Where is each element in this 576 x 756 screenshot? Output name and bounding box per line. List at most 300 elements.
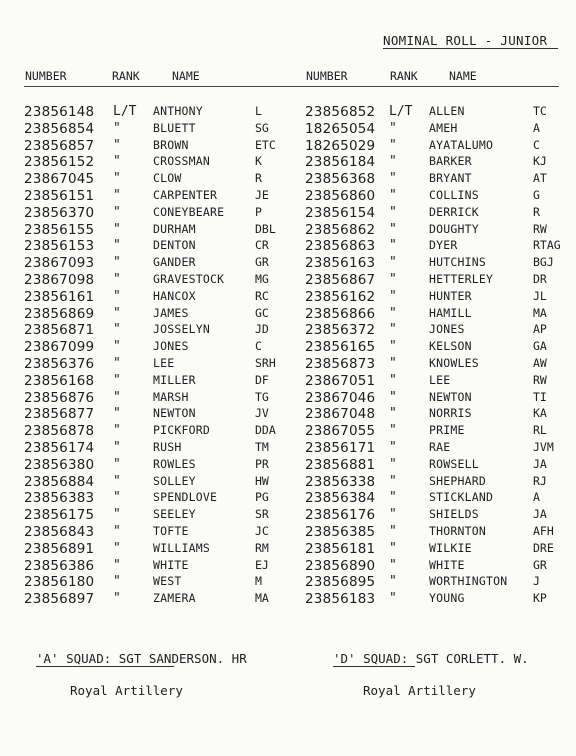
roll-row [0,524,290,541]
roll-row [0,205,290,222]
service-number: 23856183 [305,591,376,608]
service-number: 23856184 [305,154,376,171]
header-number-left: NUMBER [25,69,67,83]
roll-row [290,104,576,121]
title-underline [383,48,558,49]
initials: K [255,154,262,169]
rank: " [389,490,397,506]
surname: DENTON [153,238,196,253]
service-number: 23856372 [305,322,376,339]
surname: YOUNG [429,591,465,606]
service-number: 23856384 [305,490,376,507]
surname: AMEH [429,120,458,135]
page-title: NOMINAL ROLL - JUNIOR [383,33,548,48]
rank: " [389,507,397,523]
roll-row [290,171,576,188]
roll-row [0,272,290,289]
surname: DURHAM [153,221,196,236]
roll-row [0,423,290,440]
header-underline [24,86,559,87]
service-number: 23856862 [305,221,376,238]
surname: ALLEN [429,104,465,118]
initials: JD [255,322,269,337]
rank: " [113,339,121,355]
roll-row [290,272,576,289]
initials: RL [533,423,547,438]
roll-row [0,541,290,558]
rank: " [113,271,121,287]
roll-row [0,104,290,121]
roll-row [290,322,576,339]
initials: KJ [533,154,547,169]
surname: HETTERLEY [429,271,494,286]
initials: RW [533,221,547,236]
roll-row [290,339,576,356]
service-number: 23856884 [24,473,95,490]
header-name-left: NAME [172,69,200,83]
roll-row [0,490,290,507]
roll-row [0,356,290,373]
service-number: 23856161 [24,288,95,305]
initials: DRE [533,540,554,555]
service-number: 23856890 [305,557,376,574]
rank: " [113,591,121,607]
surname: LEE [429,372,451,387]
initials: AT [533,171,547,186]
surname: STICKLAND [429,490,494,505]
roll-row [0,121,290,138]
rank: L/T [389,104,413,119]
surname: NORRIS [429,406,472,421]
roll-row [0,289,290,306]
rank: " [389,557,397,573]
rank: " [113,355,121,371]
surname: SEELEY [153,507,196,522]
rank: " [113,221,121,237]
squad-a-label: 'A' SQUAD: SGT SANDERSON. HR [36,651,247,666]
service-number: 23856376 [24,355,95,372]
roll-row [290,188,576,205]
header-number-right: NUMBER [306,69,348,83]
service-number: 23856154 [305,204,376,221]
rank: " [113,137,121,153]
roll-row [290,238,576,255]
service-number: 23856162 [305,288,376,305]
initials: TI [533,389,547,404]
rank: " [113,204,121,220]
initials: RTAG [533,238,561,253]
roll-row [0,390,290,407]
service-number: 23856869 [24,305,95,322]
roll-row [290,524,576,541]
initials: R [255,171,262,186]
rank: " [113,187,121,203]
service-number: 23867093 [24,255,95,272]
surname: WHITE [429,557,465,572]
service-number: 23856843 [24,523,95,540]
initials: TG [255,389,269,404]
initials: G [533,187,540,202]
roll-row [0,558,290,575]
service-number: 23856873 [305,355,376,372]
initials: RW [533,372,547,387]
rank: " [389,456,397,472]
initials: SG [255,120,269,135]
service-number: 23856860 [305,187,376,204]
service-number: 23856152 [24,154,95,171]
service-number: 23856383 [24,490,95,507]
roll-row [0,474,290,491]
initials: PR [255,456,269,471]
roll-row [290,457,576,474]
service-number: 23856386 [24,557,95,574]
service-number: 23856368 [305,171,376,188]
surname: ROWLES [153,456,196,471]
surname: DOUGHTY [429,221,479,236]
surname: SHEPHARD [429,473,486,488]
rank: " [389,339,397,355]
surname: GRAVESTOCK [153,271,225,286]
service-number: 23856380 [24,456,95,473]
initials: R [533,204,540,219]
initials: PG [255,490,269,505]
surname: RUSH [153,439,182,454]
rank: " [389,238,397,254]
surname: PRIME [429,423,465,438]
initials: ETC [255,137,276,152]
service-number: 23856155 [24,221,95,238]
surname: KELSON [429,339,472,354]
rank: " [389,439,397,455]
initials: RC [255,288,269,303]
service-number: 23856338 [305,473,376,490]
roll-row [0,306,290,323]
rank: " [389,389,397,405]
initials: TM [255,439,269,454]
surname: SPENDLOVE [153,490,218,505]
service-number: 23856148 [24,104,95,120]
surname: JONES [429,322,465,337]
initials: MA [255,591,269,606]
rank: " [113,406,121,422]
rank: " [113,120,121,136]
roll-row [290,406,576,423]
initials: GA [533,339,547,354]
rank: " [389,574,397,590]
service-number: 23856878 [24,423,95,440]
surname: CONEYBEARE [153,204,225,219]
service-number: 23867098 [24,271,95,288]
surname: BROWN [153,137,189,152]
surname: BLUETT [153,120,196,135]
service-number: 23856168 [24,372,95,389]
initials: C [533,137,540,152]
roll-row [0,574,290,591]
surname: GANDER [153,255,196,270]
roll-row [290,222,576,239]
rank: " [389,137,397,153]
surname: RAE [429,439,451,454]
initials: GR [255,255,269,270]
initials: AFH [533,523,554,538]
initials: JVM [533,439,554,454]
initials: A [533,490,540,505]
surname: MILLER [153,372,196,387]
initials: TC [533,104,547,118]
service-number: 23856385 [305,523,376,540]
service-number: 23856163 [305,255,376,272]
surname: LEE [153,355,175,370]
roll-row [290,423,576,440]
service-number: 23856176 [305,507,376,524]
roll-row [290,373,576,390]
initials: MG [255,271,269,286]
initials: SR [255,507,269,522]
rank: " [389,523,397,539]
roll-row [290,591,576,608]
roll-row [0,188,290,205]
surname: WILKIE [429,540,472,555]
initials: DBL [255,221,276,236]
service-number: 23856181 [305,540,376,557]
rank: " [113,154,121,170]
roll-row [0,406,290,423]
service-number: 23856171 [305,439,376,456]
roll-row [290,440,576,457]
service-number: 23867045 [24,171,95,188]
rank: " [113,171,121,187]
regiment-d: Royal Artillery [363,683,476,698]
service-number: 23856891 [24,540,95,557]
roll-row [0,255,290,272]
initials: DDA [255,423,276,438]
service-number: 23856854 [24,120,95,137]
service-number: 18265054 [305,120,376,137]
squad-d-label: 'D' SQUAD: SGT CORLETT. W. [333,651,529,666]
rank: " [389,120,397,136]
service-number: 23856174 [24,439,95,456]
roll-row [0,373,290,390]
roll-row [0,591,290,608]
roll-row [0,154,290,171]
service-number: 23856857 [24,137,95,154]
roll-row [290,574,576,591]
surname: WORTHINGTON [429,574,508,589]
initials: JC [255,523,269,538]
surname: DERRICK [429,204,479,219]
rank: " [389,406,397,422]
surname: ROWSELL [429,456,479,471]
roll-row [290,507,576,524]
rank: " [113,439,121,455]
squad-d-underline [333,666,415,667]
service-number: 23856153 [24,238,95,255]
service-number: 23867048 [305,406,376,423]
surname: CARPENTER [153,187,218,202]
surname: CROSSMAN [153,154,210,169]
rank: " [113,507,121,523]
roll-row [0,339,290,356]
initials: JA [533,456,547,471]
header-rank-left: RANK [112,69,140,83]
rank: " [389,540,397,556]
surname: WILLIAMS [153,540,210,555]
initials: P [255,204,262,219]
roll-row [290,490,576,507]
initials: CR [255,238,269,253]
rank: " [389,171,397,187]
roll-row [0,457,290,474]
surname: SHIELDS [429,507,479,522]
surname: WHITE [153,557,189,572]
service-number: 23856370 [24,204,95,221]
surname: NEWTON [153,406,196,421]
roll-row [290,558,576,575]
service-number: 23867099 [24,339,95,356]
rank: " [389,204,397,220]
header-name-right: NAME [449,69,477,83]
service-number: 23856877 [24,406,95,423]
surname: HAMILL [429,305,472,320]
roll-row [290,541,576,558]
rank: " [113,255,121,271]
initials: KA [533,406,547,421]
rank: " [389,271,397,287]
surname: KNOWLES [429,355,479,370]
rank: " [389,473,397,489]
roll-row [0,440,290,457]
initials: KP [533,591,547,606]
rank: " [389,221,397,237]
roll-row [0,507,290,524]
rank: " [389,322,397,338]
initials: JL [533,288,547,303]
roll-row [0,222,290,239]
initials: JA [533,507,547,522]
initials: L [255,104,262,118]
initials: HW [255,473,269,488]
roll-row [290,138,576,155]
initials: M [255,574,262,589]
rank: " [113,540,121,556]
initials: SRH [255,355,276,370]
roll-column-right [290,104,576,608]
surname: TOFTE [153,523,189,538]
rank: " [113,473,121,489]
initials: EJ [255,557,269,572]
service-number: 23856897 [24,591,95,608]
squad-a-underline [36,666,174,667]
roll-column-left [0,104,290,608]
surname: ZAMERA [153,591,196,606]
rank: " [113,557,121,573]
initials: RM [255,540,269,555]
initials: GR [533,557,547,572]
surname: DYER [429,238,458,253]
rank: " [113,322,121,338]
rank: " [389,154,397,170]
rank: " [389,423,397,439]
rank: " [113,305,121,321]
roll-row [0,322,290,339]
surname: SOLLEY [153,473,196,488]
initials: AW [533,355,547,370]
surname: JOSSELYN [153,322,210,337]
roll-row [290,205,576,222]
initials: GC [255,305,269,320]
service-number: 23856852 [305,104,376,120]
surname: HUNTER [429,288,472,303]
initials: J [533,574,540,589]
service-number: 23856180 [24,574,95,591]
rank: " [113,372,121,388]
rank: " [389,288,397,304]
service-number: 23856867 [305,271,376,288]
rank: " [113,423,121,439]
roll-row [0,138,290,155]
initials: A [533,120,540,135]
initials: DF [255,372,269,387]
roll-row [0,171,290,188]
roll-row [0,238,290,255]
surname: JONES [153,339,189,354]
surname: WEST [153,574,182,589]
surname: PICKFORD [153,423,210,438]
initials: JE [255,187,269,202]
rank: L/T [113,104,137,119]
initials: C [255,339,262,354]
surname: NEWTON [429,389,472,404]
rank: " [113,523,121,539]
service-number: 23856881 [305,456,376,473]
service-number: 23856165 [305,339,376,356]
regiment-a: Royal Artillery [70,683,183,698]
roll-row [290,390,576,407]
rank: " [113,389,121,405]
surname: HUTCHINS [429,255,486,270]
header-rank-right: RANK [390,69,418,83]
rank: " [389,591,397,607]
service-number: 23867055 [305,423,376,440]
surname: AYATALUMO [429,137,494,152]
roll-row [290,474,576,491]
service-number: 23867051 [305,372,376,389]
service-number: 23856175 [24,507,95,524]
rank: " [389,355,397,371]
roll-row [290,255,576,272]
surname: BARKER [429,154,472,169]
surname: MARSH [153,389,189,404]
service-number: 23856895 [305,574,376,591]
roll-row [290,121,576,138]
rank: " [113,574,121,590]
rank: " [389,305,397,321]
initials: BGJ [533,255,554,270]
surname: CLOW [153,171,182,186]
service-number: 23856871 [24,322,95,339]
initials: DR [533,271,547,286]
surname: COLLINS [429,187,479,202]
service-number: 18265029 [305,137,376,154]
service-number: 23856151 [24,187,95,204]
rank: " [389,187,397,203]
roll-row [290,306,576,323]
rank: " [389,255,397,271]
rank: " [113,490,121,506]
surname: HANCOX [153,288,196,303]
initials: RJ [533,473,547,488]
service-number: 23856863 [305,238,376,255]
